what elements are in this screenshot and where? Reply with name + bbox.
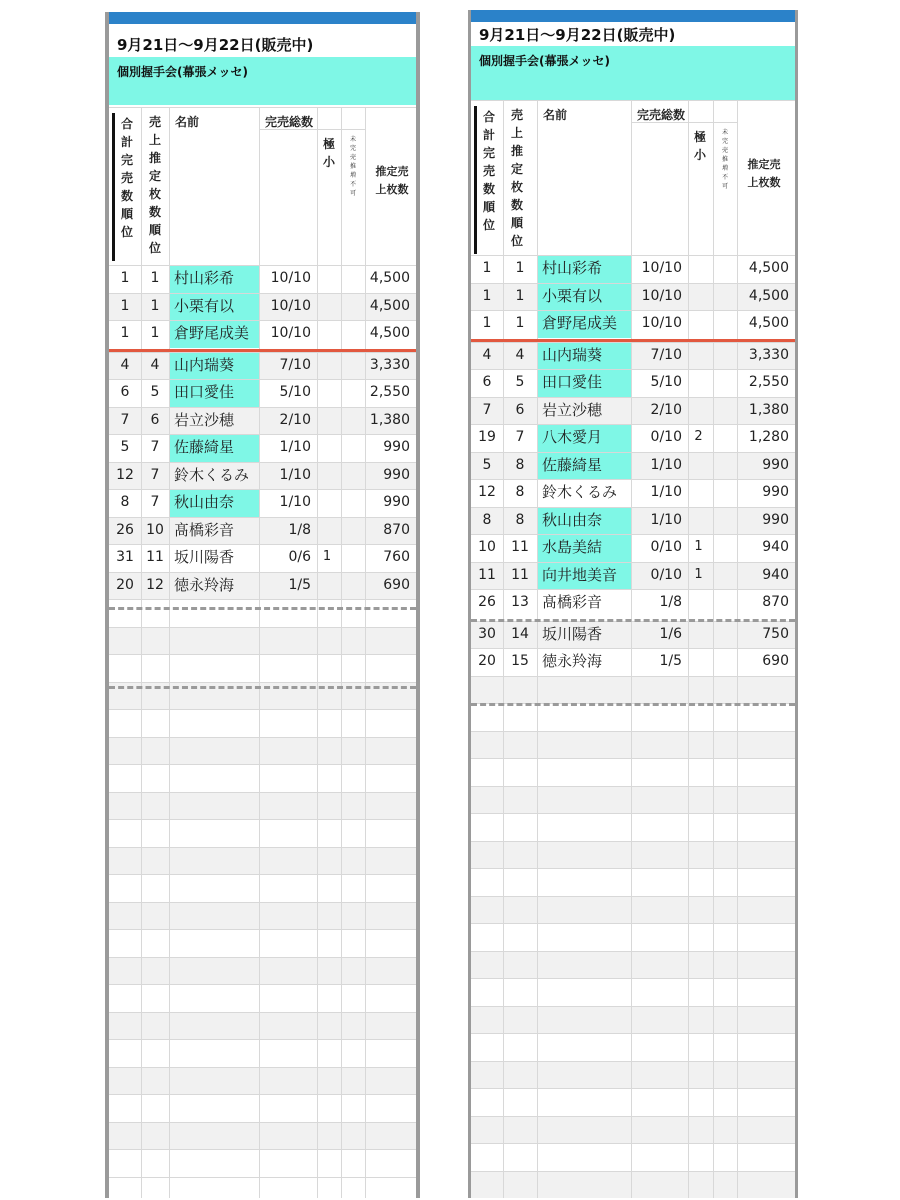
row-divider xyxy=(109,929,416,930)
header-top-line xyxy=(109,107,416,108)
row-stripe xyxy=(109,1012,416,1040)
sold-out-cell: 1/5 xyxy=(288,576,311,593)
rank-total-cell: 31 xyxy=(116,549,134,565)
rank-sales-cell: 7 xyxy=(150,494,160,510)
row-divider xyxy=(109,957,416,958)
rank-total-cell: 11 xyxy=(478,566,496,583)
rank-total-cell: 4 xyxy=(120,356,130,373)
rank-total-cell: 8 xyxy=(120,494,130,510)
rank-total-cell: 1 xyxy=(120,325,130,341)
member-name-cell: 村山彩希 xyxy=(174,269,235,287)
estimated-sales-cell: 2,550 xyxy=(748,374,789,390)
row-divider xyxy=(471,978,795,979)
row-divider xyxy=(471,1116,795,1117)
dashed-separator-2 xyxy=(471,703,795,706)
rank-accent-bar xyxy=(112,113,115,261)
header-tiny: 極小 xyxy=(322,137,335,169)
sold-out-cell: 2/10 xyxy=(279,411,311,428)
event-banner xyxy=(109,57,416,105)
estimated-sales-cell: 4,500 xyxy=(748,287,789,304)
member-name-cell: 秋山由奈 xyxy=(542,510,603,529)
row-stripe xyxy=(471,1006,795,1034)
row-divider xyxy=(471,731,795,732)
sold-out-cell: 1/6 xyxy=(659,625,682,642)
column-divider xyxy=(169,107,170,1198)
row-divider xyxy=(109,737,416,738)
row-divider xyxy=(471,841,795,842)
rank-total-cell: 7 xyxy=(482,401,492,418)
member-name-cell: 佐藤綺星 xyxy=(174,438,235,456)
estimated-sales-cell: 1,380 xyxy=(369,411,410,428)
row-stripe xyxy=(471,1116,795,1144)
rank-total-cell: 26 xyxy=(116,521,134,538)
member-name-cell: 髙橋彩音 xyxy=(542,593,603,611)
row-stripe xyxy=(471,896,795,924)
rank-total-cell: 1 xyxy=(120,270,130,286)
sold-out-cell: 2/10 xyxy=(650,401,682,418)
rank-sales-cell: 7 xyxy=(150,439,160,455)
column-divider xyxy=(317,107,318,1198)
row-divider xyxy=(471,1006,795,1007)
rank-sales-cell: 11 xyxy=(146,549,164,565)
sold-out-cell: 7/10 xyxy=(279,356,311,373)
member-name-cell: 倉野尾成美 xyxy=(174,324,250,342)
row-divider xyxy=(109,984,416,985)
estimated-sales-cell: 990 xyxy=(383,439,410,455)
sold-out-cell: 0/6 xyxy=(288,549,311,565)
header-rank-sales: 売上推定枚数順位 xyxy=(510,108,523,248)
member-name-cell: 向井地美音 xyxy=(542,565,618,584)
rank-total-cell: 1 xyxy=(482,315,492,331)
estimated-sales-cell: 750 xyxy=(762,625,789,642)
sold-out-cell: 10/10 xyxy=(641,287,682,304)
row-divider xyxy=(471,676,795,677)
sale-period-title: 9月21日〜9月22日(販売中) xyxy=(479,26,676,44)
rank-sales-cell: 4 xyxy=(515,346,525,363)
member-name-cell: 山内瑞葵 xyxy=(174,355,235,374)
header-top-line xyxy=(471,100,795,101)
left-sales-sheet xyxy=(105,12,420,1198)
row-divider xyxy=(109,654,416,655)
rank-total-cell: 12 xyxy=(116,466,134,483)
top-three-separator xyxy=(471,339,795,342)
rank-total-cell: 1 xyxy=(482,287,492,304)
rank-total-cell: 12 xyxy=(478,484,496,500)
estimated-sales-cell: 760 xyxy=(383,549,410,565)
row-divider xyxy=(471,1171,795,1172)
row-stripe xyxy=(471,676,795,704)
row-stripe xyxy=(471,841,795,869)
rank-total-cell: 5 xyxy=(482,456,492,473)
header-estimated-sales: 推定売上枚数 xyxy=(747,158,781,189)
rank-total-cell: 5 xyxy=(120,439,130,455)
rank-sales-cell: 12 xyxy=(146,576,164,593)
member-name-cell: 小栗有以 xyxy=(174,296,235,315)
rank-sales-cell: 8 xyxy=(515,456,525,473)
header-name: 名前 xyxy=(175,115,200,129)
row-divider xyxy=(471,1061,795,1062)
tiny-count-cell: 1 xyxy=(694,566,703,582)
estimated-sales-cell: 690 xyxy=(383,576,410,593)
rank-total-cell: 7 xyxy=(120,411,130,428)
rank-sales-cell: 1 xyxy=(515,287,525,304)
member-name-cell: 坂川陽香 xyxy=(174,548,235,566)
sold-out-cell: 1/10 xyxy=(279,439,311,455)
top-three-separator xyxy=(109,349,416,352)
header-sold-out-total: 完売総数 xyxy=(265,115,314,129)
row-divider xyxy=(109,709,416,710)
row-divider xyxy=(109,627,416,628)
row-divider xyxy=(109,1067,416,1068)
estimated-sales-cell: 4,500 xyxy=(748,315,789,331)
row-stripe xyxy=(471,1171,795,1199)
header-rank-sales: 売上推定枚数順位 xyxy=(148,115,161,255)
rank-sales-cell: 4 xyxy=(150,356,160,373)
rank-sales-cell: 5 xyxy=(515,374,525,390)
event-title: 個別握手会(幕張メッセ) xyxy=(117,65,248,79)
rank-total-cell: 26 xyxy=(478,594,496,610)
sold-out-cell: 0/10 xyxy=(650,539,682,555)
event-title: 個別握手会(幕張メッセ) xyxy=(479,54,610,68)
header-rank-total: 合計完売数順位 xyxy=(482,110,495,232)
sold-out-cell: 0/10 xyxy=(650,566,682,583)
rank-sales-cell: 6 xyxy=(150,411,160,428)
estimated-sales-cell: 1,380 xyxy=(748,401,789,418)
event-banner xyxy=(471,46,795,100)
estimated-sales-cell: 990 xyxy=(762,484,789,500)
rank-total-cell: 4 xyxy=(482,346,492,363)
rank-sales-cell: 14 xyxy=(511,625,529,642)
sold-out-cell: 1/10 xyxy=(279,466,311,483)
row-divider xyxy=(109,874,416,875)
member-name-cell: 田口愛佳 xyxy=(174,383,235,401)
row-divider xyxy=(471,786,795,787)
estimated-sales-cell: 940 xyxy=(762,566,789,583)
rank-sales-cell: 1 xyxy=(150,297,160,314)
sold-out-cell: 10/10 xyxy=(270,325,311,341)
rank-sales-cell: 15 xyxy=(511,653,529,669)
row-stripe xyxy=(471,1061,795,1089)
sold-out-cell: 10/10 xyxy=(641,315,682,331)
estimated-sales-cell: 870 xyxy=(762,594,789,610)
estimated-sales-cell: 990 xyxy=(762,511,789,528)
rank-total-cell: 20 xyxy=(478,653,496,669)
sold-out-cell: 10/10 xyxy=(270,297,311,314)
dashed-separator-1 xyxy=(471,619,795,622)
sold-out-cell: 1/10 xyxy=(650,511,682,528)
tiny-count-cell: 1 xyxy=(694,539,703,554)
sold-out-cell: 5/10 xyxy=(650,374,682,390)
member-name-cell: 佐藤綺星 xyxy=(542,455,603,474)
row-stripe xyxy=(109,957,416,985)
rank-sales-cell: 1 xyxy=(150,325,160,341)
header-unsold-no-add: 未完売推増不可 xyxy=(721,129,728,190)
rank-total-cell: 10 xyxy=(478,539,496,555)
row-divider xyxy=(109,1094,416,1095)
estimated-sales-cell: 4,500 xyxy=(369,325,410,341)
rank-total-cell: 1 xyxy=(120,297,130,314)
member-name-cell: 岩立沙穂 xyxy=(174,410,235,429)
row-divider xyxy=(109,599,416,600)
rank-sales-cell: 7 xyxy=(515,429,525,445)
estimated-sales-cell: 1,280 xyxy=(748,429,789,445)
row-divider xyxy=(471,951,795,952)
estimated-sales-cell: 3,330 xyxy=(369,356,410,373)
rank-sales-cell: 11 xyxy=(511,539,529,555)
rank-sales-cell: 10 xyxy=(146,521,164,538)
row-stripe xyxy=(109,1067,416,1095)
row-divider xyxy=(109,1039,416,1040)
member-name-cell: 鈴木くるみ xyxy=(174,465,250,484)
estimated-sales-cell: 690 xyxy=(762,653,789,669)
rank-total-cell: 6 xyxy=(482,374,492,390)
member-name-cell: 秋山由奈 xyxy=(174,493,235,511)
row-stripe xyxy=(471,731,795,759)
estimated-sales-cell: 4,500 xyxy=(369,270,410,286)
rank-total-cell: 30 xyxy=(478,625,496,642)
row-divider xyxy=(109,764,416,765)
rank-sales-cell: 1 xyxy=(515,315,525,331)
rank-sales-cell: 8 xyxy=(515,511,525,528)
member-name-cell: 水島美結 xyxy=(542,538,603,556)
estimated-sales-cell: 990 xyxy=(762,456,789,473)
row-divider xyxy=(109,902,416,903)
estimated-sales-cell: 940 xyxy=(762,539,789,555)
rank-total-cell: 20 xyxy=(116,576,134,593)
header-rank-total: 合計完売数順位 xyxy=(120,117,133,239)
sold-out-cell: 1/10 xyxy=(650,456,682,473)
row-divider xyxy=(109,682,416,683)
member-name-cell: 坂川陽香 xyxy=(542,624,603,643)
row-divider xyxy=(471,868,795,869)
rank-total-cell: 8 xyxy=(482,511,492,528)
rank-sales-cell: 8 xyxy=(515,484,525,500)
row-divider xyxy=(471,813,795,814)
rank-sales-cell: 13 xyxy=(511,594,529,610)
rank-total-cell: 1 xyxy=(482,260,492,276)
sold-out-cell: 1/10 xyxy=(279,494,311,510)
top-color-bar xyxy=(109,12,416,24)
estimated-sales-cell: 990 xyxy=(383,494,410,510)
row-divider xyxy=(109,847,416,848)
member-name-cell: 村山彩希 xyxy=(542,259,603,277)
row-stripe xyxy=(109,1122,416,1150)
sold-out-cell: 5/10 xyxy=(279,384,311,400)
member-name-cell: 山内瑞葵 xyxy=(542,345,603,364)
header-unsold-no-add: 未完売推増不可 xyxy=(349,136,356,197)
row-stripe xyxy=(471,951,795,979)
row-divider xyxy=(109,792,416,793)
rank-sales-cell: 11 xyxy=(511,566,529,583)
row-stripe xyxy=(109,627,416,655)
row-stripe xyxy=(109,792,416,820)
top-color-bar xyxy=(471,10,795,22)
row-divider xyxy=(109,1122,416,1123)
estimated-sales-cell: 4,500 xyxy=(748,260,789,276)
rank-accent-bar xyxy=(474,106,477,254)
estimated-sales-cell: 990 xyxy=(383,466,410,483)
row-divider xyxy=(471,923,795,924)
row-divider xyxy=(471,1033,795,1034)
member-name-cell: 鈴木くるみ xyxy=(542,483,618,501)
row-divider xyxy=(471,1088,795,1089)
estimated-sales-cell: 2,550 xyxy=(369,384,410,400)
rank-total-cell: 19 xyxy=(478,429,496,445)
member-name-cell: 小栗有以 xyxy=(542,286,603,305)
member-name-cell: 徳永羚海 xyxy=(542,652,603,670)
member-name-cell: 田口愛佳 xyxy=(542,373,603,391)
row-stripe xyxy=(109,737,416,765)
member-name-cell: 倉野尾成美 xyxy=(542,314,618,332)
row-stripe xyxy=(471,786,795,814)
row-divider xyxy=(471,758,795,759)
rank-sales-cell: 7 xyxy=(150,466,160,483)
rank-sales-cell: 5 xyxy=(150,384,160,400)
sold-out-cell: 10/10 xyxy=(641,260,682,276)
estimated-sales-cell: 4,500 xyxy=(369,297,410,314)
row-divider xyxy=(109,819,416,820)
row-divider xyxy=(109,1149,416,1150)
rank-sales-cell: 6 xyxy=(515,401,525,418)
member-name-cell: 岩立沙穂 xyxy=(542,400,603,419)
sold-out-cell: 10/10 xyxy=(270,270,311,286)
member-name-cell: 髙橋彩音 xyxy=(174,520,235,539)
estimated-sales-cell: 870 xyxy=(383,521,410,538)
row-divider xyxy=(471,896,795,897)
tiny-count-cell: 2 xyxy=(694,429,703,444)
rank-sales-cell: 1 xyxy=(515,260,525,276)
sold-out-cell: 1/8 xyxy=(288,521,311,538)
sold-out-cell: 1/10 xyxy=(650,484,682,500)
member-name-cell: 徳永羚海 xyxy=(174,575,235,594)
row-stripe xyxy=(109,847,416,875)
sold-out-cell: 7/10 xyxy=(650,346,682,363)
header-sold-out-total: 完売総数 xyxy=(637,108,686,122)
sale-period-title: 9月21日〜9月22日(販売中) xyxy=(117,36,314,54)
sold-out-cell: 0/10 xyxy=(650,429,682,445)
rank-total-cell: 6 xyxy=(120,384,130,400)
sold-out-cell: 1/5 xyxy=(659,653,682,669)
dashed-separator-1 xyxy=(109,607,416,610)
member-name-cell: 八木愛月 xyxy=(542,428,603,446)
tiny-count-cell: 1 xyxy=(322,549,332,564)
sold-out-cell: 1/8 xyxy=(659,594,682,610)
header-estimated-sales: 推定売上枚数 xyxy=(375,165,409,196)
dashed-separator-2 xyxy=(109,686,416,689)
header-name: 名前 xyxy=(543,108,568,122)
rank-sales-cell: 1 xyxy=(150,270,160,286)
estimated-sales-cell: 3,330 xyxy=(748,346,789,363)
header-tiny: 極小 xyxy=(693,130,706,162)
column-divider xyxy=(341,107,342,1198)
row-divider xyxy=(471,1143,795,1144)
right-sales-sheet xyxy=(468,10,798,1198)
row-divider xyxy=(109,1177,416,1178)
row-divider xyxy=(109,1012,416,1013)
row-stripe xyxy=(109,902,416,930)
